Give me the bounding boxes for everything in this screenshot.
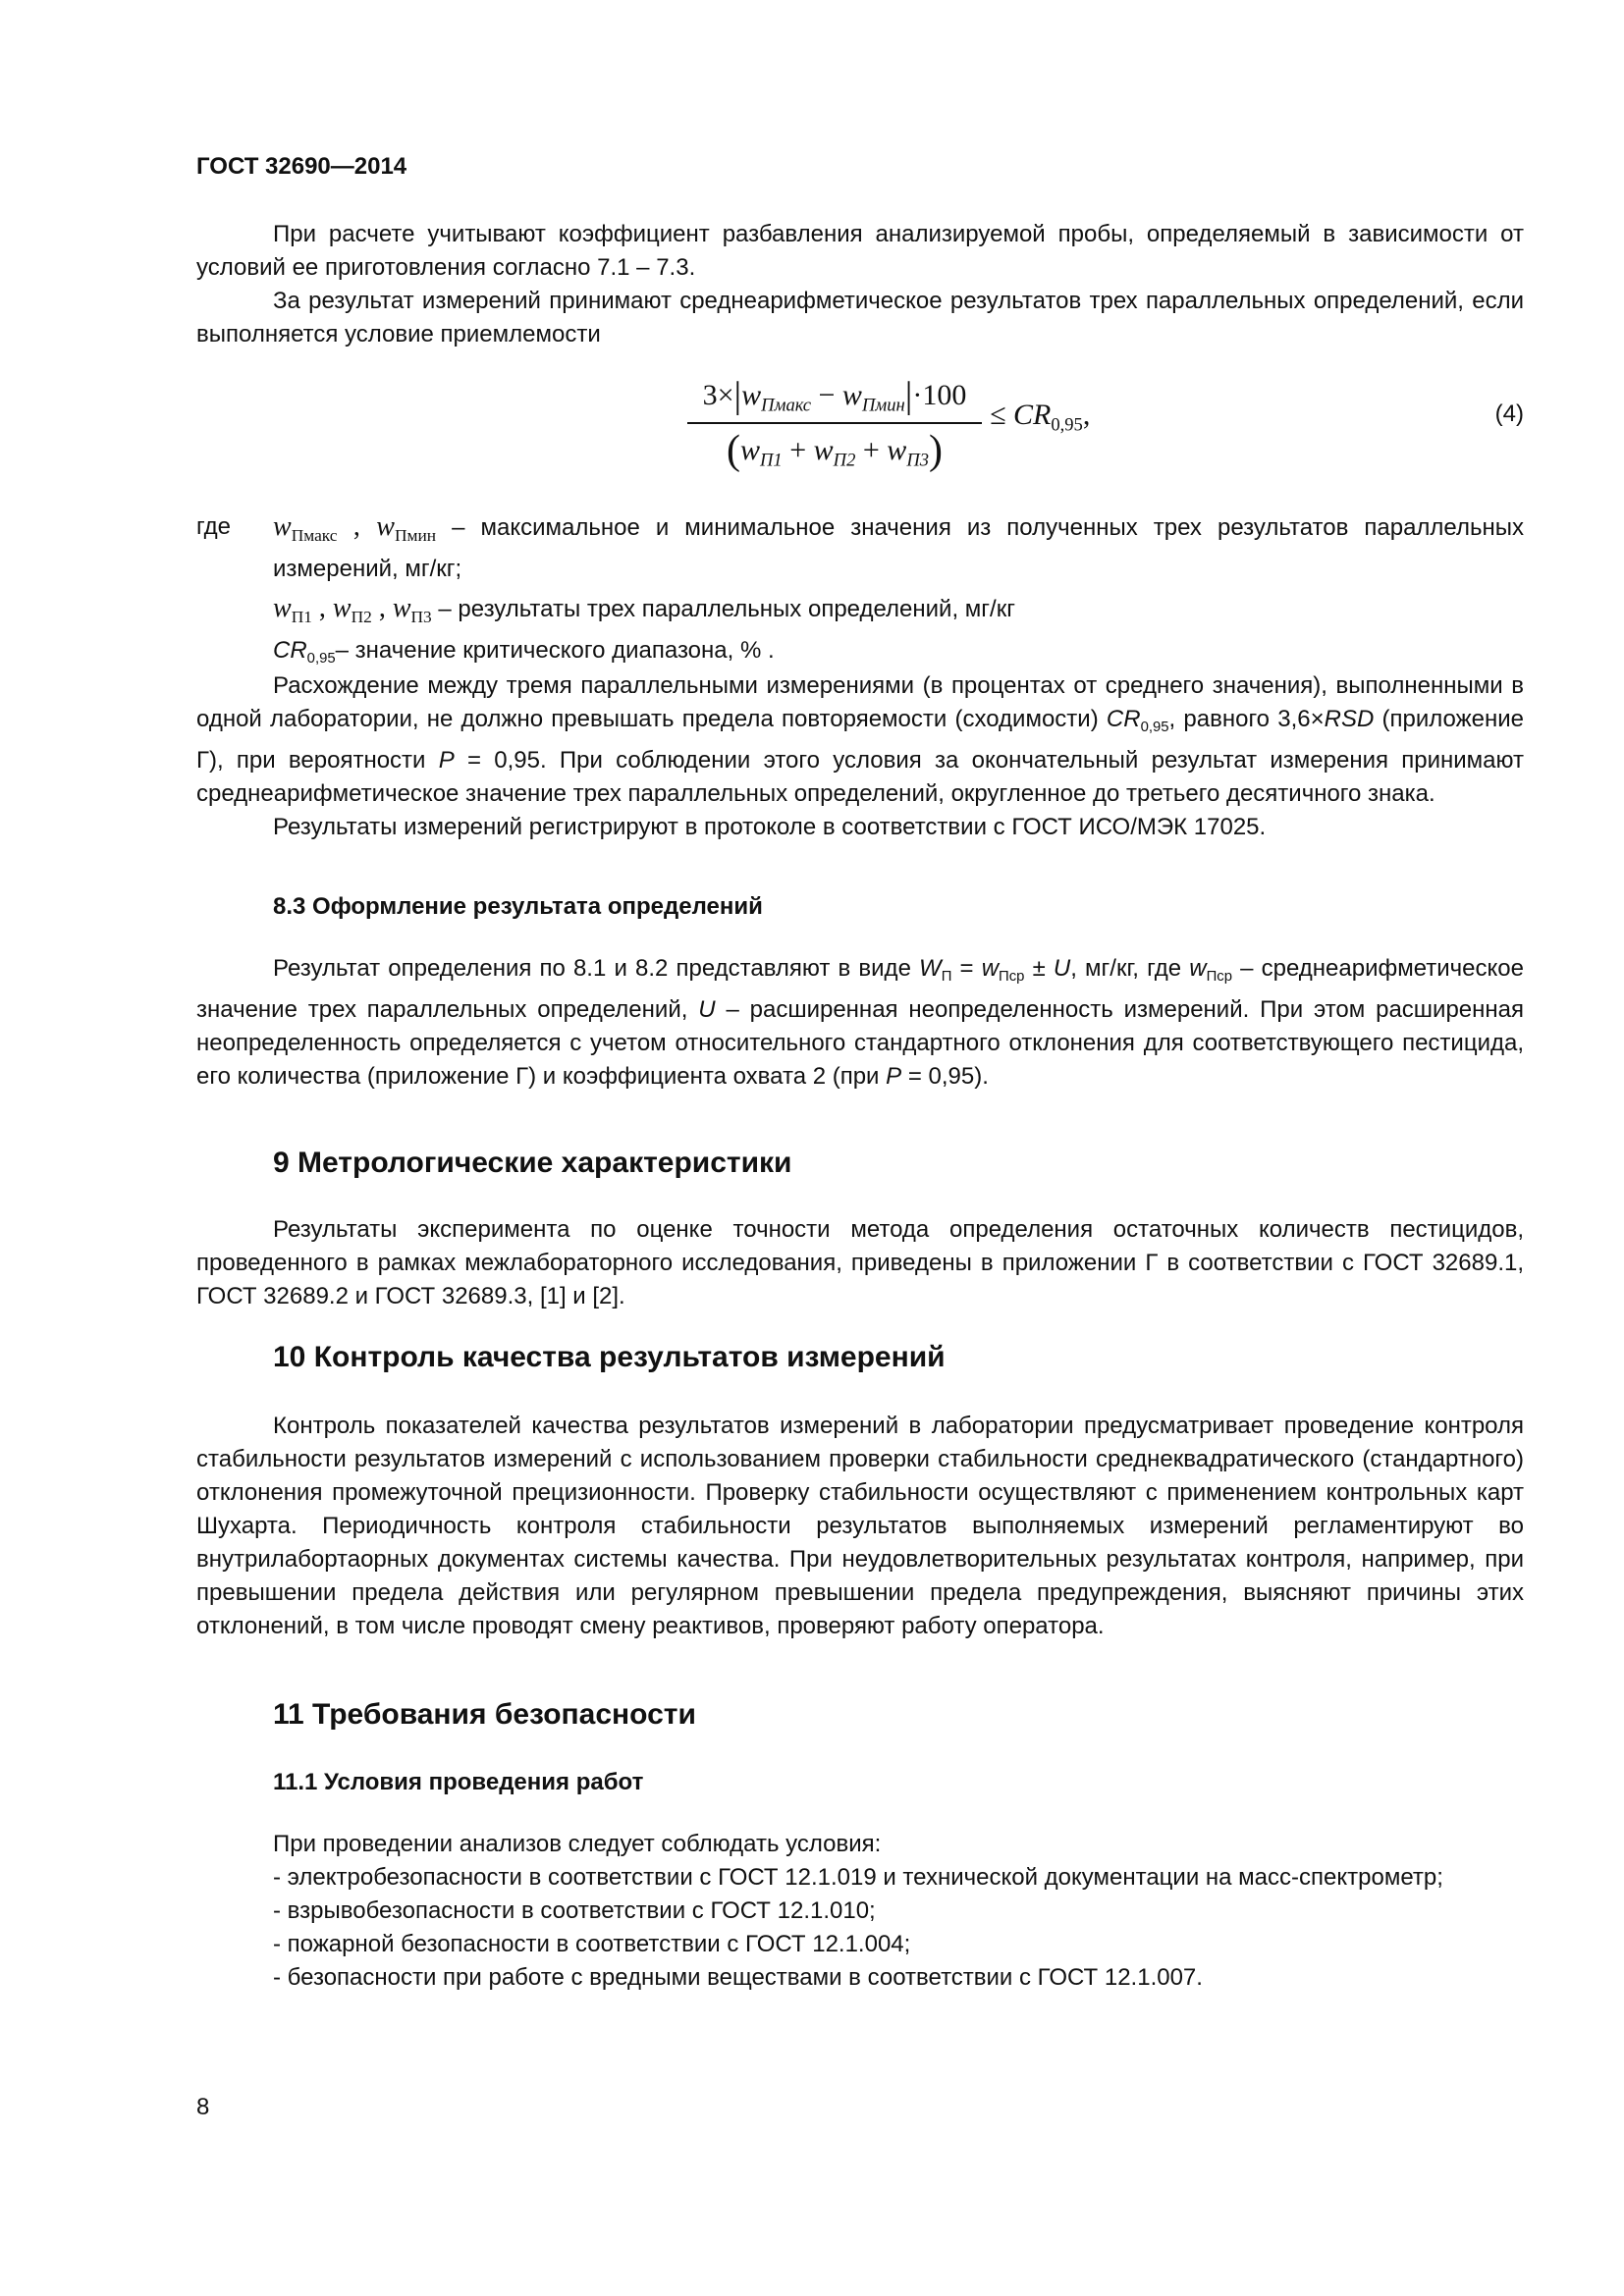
condition-item: - электробезопасности в соответствии с ГОСТ 12.1.019 и технической документации на масс-спектрометр; — [273, 1864, 1443, 1891]
standard-header: ГОСТ 32690—2014 — [196, 153, 407, 180]
where-label: где — [196, 513, 232, 540]
section-9-paragraph: Результаты эксперимента по оценке точности метода определения остаточных количеств пестицидов, проведенного в рамках межлабораторного исследования, приведены в приложении Г в соответствии с ГОСТ 32689.1, ГОСТ 32689.2 и ГОСТ 32689.3, [1] и [2]. — [196, 1216, 1524, 1309]
section-10 — [196, 1341, 1524, 1374]
section-11-heading: 11 Требования безопасности — [273, 1698, 696, 1731]
formula-legend — [196, 510, 1524, 675]
section-9-heading: 9 Метрологические характеристики — [273, 1147, 792, 1179]
formula-numerator: $3\times|w_{Пмакс} - w_{Пмин}|\cdot 100$ — [702, 375, 967, 416]
equation-number: (4) — [1494, 400, 1524, 427]
legend-item-3: $CR_{0,95}-$ значение критического диапазона, % . — [273, 637, 775, 667]
section-9 — [196, 1147, 1524, 1180]
formula-4 — [196, 371, 1524, 489]
conditions-intro: При проведении анализов следует соблюдать условия: — [273, 1831, 882, 1857]
condition-item: - взрывобезопасности в соответствии с ГОСТ 12.1.010; — [273, 1897, 876, 1924]
section-8-3-paragraph: Результат определения по 8.1 и 8.2 представляют в виде $W_П = w_{Пср} \pm U$, мг/кг, где $w_{Пср}$ – среднеарифметическое значение трех параллельных определений, U – расширенная неопределенность измерений. При этом расширенная неопределенность определяется с учетом относительного стандартного отклонения для соответствующего пестицида, его количества (приложение Г) и коэффициента охвата 2 (при P = 0,95). — [196, 955, 1525, 1091]
legend-item-1: $w_{Пмакс}$ , $w_{Пмин}$ – максимальное и минимальное значения из полученных трех результатов параллельных измерений, мг/кг; — [273, 511, 1524, 583]
fraction-bar — [687, 422, 982, 424]
section-11-1-heading: 11.1 Условия проведения работ — [273, 1769, 644, 1795]
section-11 — [196, 1698, 1524, 1732]
section-9-body — [196, 1213, 1524, 1313]
section-8-3 — [196, 893, 1524, 921]
section-10-heading: 10 Контроль качества результатов измерений — [273, 1341, 946, 1373]
section-11-1-body — [196, 1828, 1524, 1995]
condition-item: - пожарной безопасности в соответствии с ГОСТ 12.1.004; — [273, 1931, 911, 1957]
formula-denominator: $(w_{П1} + w_{П2} + w_{П3})$ — [726, 428, 944, 473]
section-11-1 — [196, 1769, 1524, 1796]
legend-item-2: $w_{П1}$ , $w_{П2}$ , $w_{П3}$ – результаты трех параллельных определений, мг/кг — [273, 593, 1015, 627]
discrepancy-paragraph: Расхождение между тремя параллельными измерениями (в процентах от среднего значения), выполненными в одной лаборатории, не должно превышать предела повторяемости (сходимости) $CR_{0,95}$, равного 3,6×RSD (приложение Г), при вероятности P = 0,95. При соблюдении этого условия за окончательный результат измерения принимают среднеарифметическое значение трех параллельных определений, округленное до третьего десятичного знака. — [196, 672, 1524, 808]
formula-rhs: ≤ $CR_{0,95}$, — [990, 399, 1091, 436]
formula-fraction — [687, 371, 982, 475]
intro-block — [196, 218, 1524, 351]
section-10-paragraph: Контроль показателей качества результатов измерений в лаборатории предусматривает проведение контроля стабильности результатов измерений с использованием проверки стабильности среднеквадратического (стандартного) отклонения промежуточной прецизионности. Проверку стабильности осуществляют с применением контрольных карт Шухарта. Периодичность контроля стабильности результатов выполняемых измерений регламентируют во внутрилабортаорных документах системы качества. При неудовлетворительных результатах контроля, например, при превышении предела действия или регулярном превышении предела предупреждения, выясняют причины этих отклонений, в том числе проводят смену реактивов, проверяют работу оператора. — [196, 1413, 1524, 1639]
section-8-3-body — [196, 952, 1524, 1094]
register-paragraph: Результаты измерений регистрируют в протоколе в соответствии с ГОСТ ИСО/МЭК 17025. — [273, 814, 1267, 841]
section-10-body — [196, 1410, 1524, 1643]
discrepancy-block — [196, 669, 1524, 844]
intro-paragraph-2: За результат измерений принимают среднеарифметическое результатов трех параллельных определений, если выполняется условие приемлемости — [196, 288, 1524, 347]
condition-item: - безопасности при работе с вредными веществами в соответствии с ГОСТ 12.1.007. — [273, 1964, 1203, 1991]
page-number: 8 — [196, 2094, 210, 2120]
section-8-3-heading: 8.3 Оформление результата определений — [273, 893, 763, 920]
intro-paragraph-1: При расчете учитывают коэффициент разбавления анализируемой пробы, определяемый в зависимости от условий ее приготовления согласно 7.1 – 7.3. — [196, 221, 1524, 281]
